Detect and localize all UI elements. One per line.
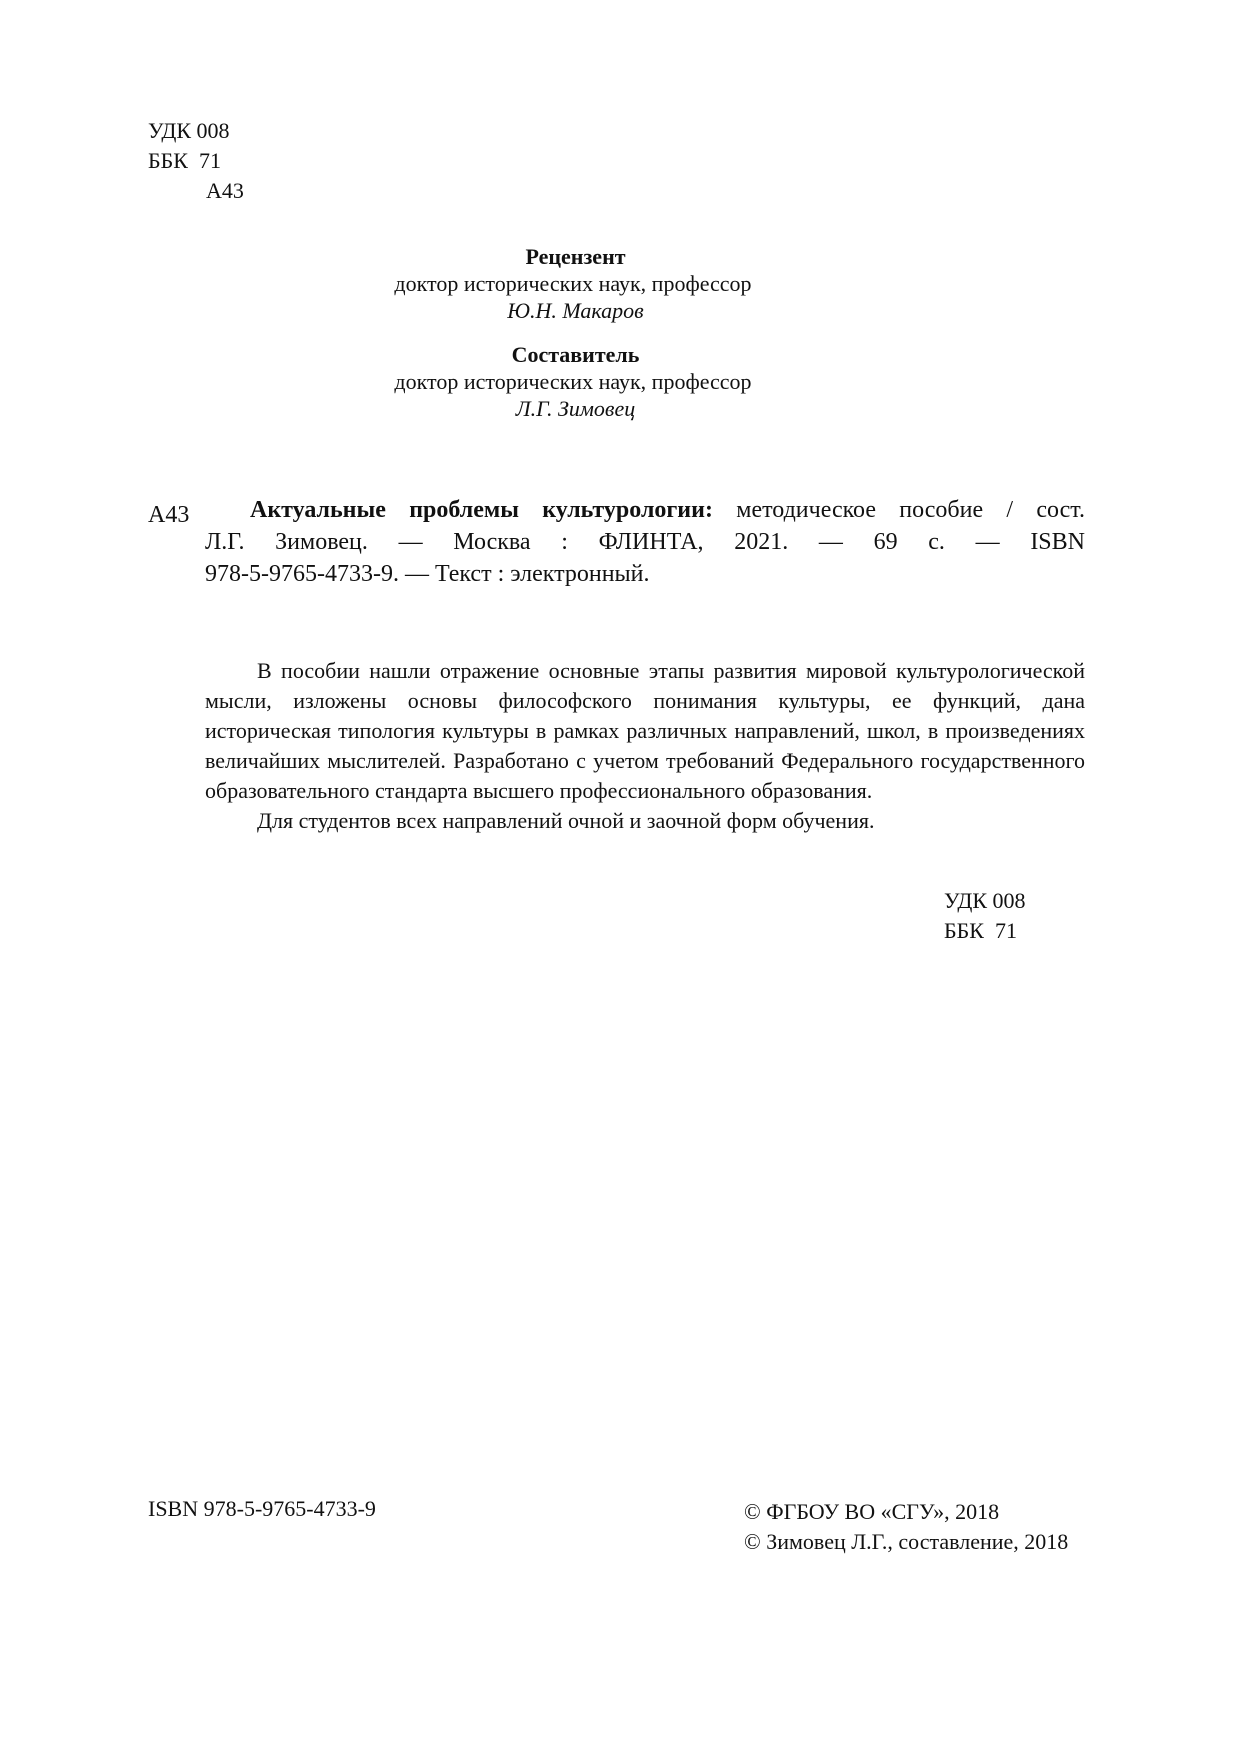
compiler-name: Л.Г. Зимовец [515, 396, 636, 421]
bbk-code-bottom: ББК 71 [944, 918, 1017, 943]
reviewer-block [0, 243, 1241, 324]
annotation-paragraph-2: Для студентов всех направлений очной и заочной форм обучения. [257, 808, 875, 833]
reviewer-name: Ю.Н. Макаров [507, 298, 644, 323]
classification-bottom [944, 886, 1026, 946]
reviewer-heading: Рецензент [525, 244, 626, 269]
biblio-line-3: 978-5-9765-4733-9. — Текст : электронный. [205, 561, 650, 587]
copyright-line-2: © Зимовец Л.Г., составление, 2018 [744, 1529, 1069, 1554]
book-title: Актуальные проблемы культурологии: [250, 497, 713, 523]
author-mark: А43 [206, 178, 244, 203]
isbn: ISBN 978-5-9765-4733-9 [148, 1496, 376, 1521]
bbk-code: ББК 71 [148, 148, 221, 173]
copyright-block [744, 1497, 1068, 1557]
compiler-heading: Составитель [511, 342, 640, 367]
compiler-block [0, 341, 1241, 422]
biblio-line-2: Л.Г. Зимовец. — Москва : ФЛИНТА, 2021. — 69 с. — ISBN [205, 529, 1085, 555]
biblio-rest-1: методическое пособие / сост. [712, 497, 1085, 523]
biblio-line-1 [205, 494, 1085, 526]
udk-code: УДК 008 [148, 118, 230, 143]
compiler-title: доктор исторических наук, профессор [394, 369, 752, 394]
udk-code-bottom: УДК 008 [944, 888, 1026, 913]
classification-top [148, 116, 244, 206]
biblio-author-mark: А43 [148, 502, 190, 528]
copyright-line-1: © ФГБОУ ВО «СГУ», 2018 [744, 1499, 1000, 1524]
bibliographic-entry [205, 494, 1085, 590]
annotation [205, 656, 1085, 836]
reviewer-title: доктор исторических наук, профессор [394, 271, 752, 296]
annotation-paragraph-1: В пособии нашли отражение основные этапы развития мировой культурологической мысли, изложены основы философского понимания культуры, ее функций, дана историческая типология культуры в рамках различных направлений, школ, в произведениях величайших мыслителей. Разработано с учетом требований Федерального государственного образовательного стандарта высшего профессионального образования. [205, 658, 1085, 803]
